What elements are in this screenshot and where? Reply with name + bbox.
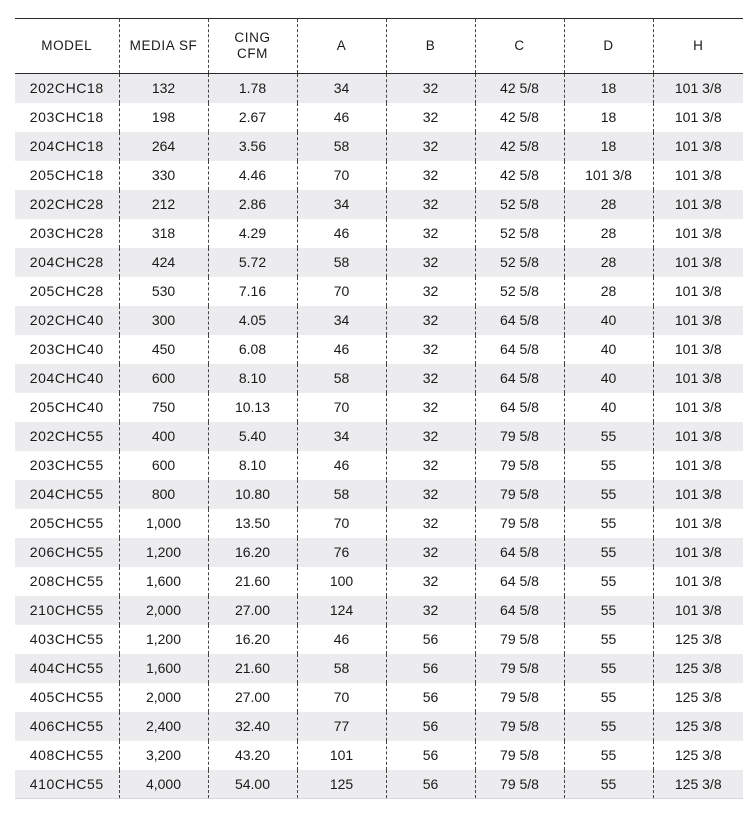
cell-model: 405CHC55 [29, 689, 104, 705]
cell-d: 28 [564, 219, 653, 248]
cell-d: 55 [564, 654, 653, 683]
cell-a: 58 [297, 480, 386, 509]
header-d: D [564, 19, 653, 74]
table-row [15, 741, 743, 770]
cell-b: 56 [386, 625, 475, 654]
cell-d: 28 [564, 248, 653, 277]
cell-h: 101 3/8 [653, 567, 743, 596]
header-h: H [653, 19, 743, 74]
cell-model: 203CHC28 [29, 225, 104, 241]
cell-a: 101 [297, 741, 386, 770]
cell-h: 101 3/8 [653, 103, 743, 132]
cell-model: 205CHC55 [29, 515, 104, 531]
cell-b: 56 [386, 741, 475, 770]
cell-model: 404CHC55 [15, 654, 119, 683]
cell-d: 40 [564, 364, 653, 393]
cell-d: 55 [564, 741, 653, 770]
cell-c: 64 5/8 [475, 306, 564, 335]
cell-a: 34 [297, 306, 386, 335]
cell-h: 101 3/8 [653, 451, 743, 480]
cell-a: 70 [297, 393, 386, 422]
cell-media-sf: 600 [119, 364, 208, 393]
cell-model: 208CHC55 [29, 573, 104, 589]
cell-a: 100 [297, 567, 386, 596]
table-row [15, 480, 743, 509]
cell-b: 32 [386, 480, 475, 509]
cell-cing-cfm: 21.60 [208, 567, 297, 596]
cell-h: 101 3/8 [653, 306, 743, 335]
cell-b: 32 [386, 422, 475, 451]
cell-a: 46 [297, 625, 386, 654]
cell-media-sf: 2,000 [119, 683, 208, 712]
cell-a: 125 [297, 770, 386, 799]
cell-media-sf: 2,000 [119, 596, 208, 625]
table-row [15, 335, 743, 364]
cell-model: 408CHC55 [29, 747, 104, 763]
cell-c: 52 5/8 [475, 190, 564, 219]
cell-d: 40 [564, 335, 653, 364]
cell-d: 55 [564, 538, 653, 567]
cell-a: 34 [297, 74, 386, 103]
cell-d: 55 [564, 596, 653, 625]
table-row [15, 538, 743, 567]
cell-b: 56 [386, 683, 475, 712]
cell-h: 101 3/8 [653, 335, 743, 364]
cell-model: 204CHC40 [15, 364, 119, 393]
cell-a: 58 [297, 132, 386, 161]
cell-h: 101 3/8 [653, 509, 743, 538]
cell-media-sf: 1,200 [119, 538, 208, 567]
cell-media-sf: 1,600 [119, 654, 208, 683]
cell-a: 46 [297, 103, 386, 132]
cell-b: 32 [386, 190, 475, 219]
cell-c: 64 5/8 [475, 596, 564, 625]
cell-a: 46 [297, 335, 386, 364]
cell-d: 55 [564, 509, 653, 538]
cell-model: 202CHC40 [15, 306, 119, 335]
model-specifications-table [15, 18, 743, 799]
cell-a: 34 [297, 190, 386, 219]
cell-model: 204CHC18 [15, 132, 119, 161]
cell-cing-cfm: 32.40 [208, 712, 297, 741]
cell-media-sf: 2,400 [119, 712, 208, 741]
cell-media-sf: 424 [119, 248, 208, 277]
cell-cing-cfm: 21.60 [208, 654, 297, 683]
header-b: B [386, 19, 475, 74]
cell-model: 203CHC55 [29, 457, 104, 473]
cell-h: 101 3/8 [653, 480, 743, 509]
cell-h: 101 3/8 [653, 277, 743, 306]
cell-b: 32 [386, 393, 475, 422]
cell-model: 206CHC55 [15, 538, 119, 567]
cell-model: 202CHC28 [15, 190, 119, 219]
header-media-sf: MEDIA SF [119, 19, 208, 74]
cell-b: 32 [386, 219, 475, 248]
cell-d: 40 [564, 393, 653, 422]
cell-cing-cfm: 5.40 [208, 422, 297, 451]
cell-media-sf: 1,600 [119, 567, 208, 596]
cell-b: 32 [386, 596, 475, 625]
cell-d: 55 [564, 480, 653, 509]
cell-media-sf: 400 [119, 422, 208, 451]
cell-c: 79 5/8 [475, 741, 564, 770]
cell-cing-cfm: 10.80 [208, 480, 297, 509]
cell-h: 101 3/8 [653, 422, 743, 451]
cell-b: 32 [386, 364, 475, 393]
cell-d: 18 [564, 132, 653, 161]
cell-a: 70 [297, 509, 386, 538]
cell-c: 79 5/8 [475, 712, 564, 741]
cell-c: 64 5/8 [475, 335, 564, 364]
table-row [15, 306, 743, 335]
cell-model: 406CHC55 [15, 712, 119, 741]
cell-c: 42 5/8 [475, 103, 564, 132]
cell-c: 64 5/8 [475, 538, 564, 567]
cell-media-sf: 1,000 [119, 509, 208, 538]
cell-media-sf: 132 [119, 74, 208, 103]
cell-media-sf: 600 [119, 451, 208, 480]
cell-c: 79 5/8 [475, 509, 564, 538]
cell-a: 70 [297, 161, 386, 190]
cell-h: 125 3/8 [653, 654, 743, 683]
cell-model: 203CHC40 [29, 341, 104, 357]
cell-media-sf: 198 [119, 103, 208, 132]
cell-model: 204CHC55 [15, 480, 119, 509]
cell-h: 101 3/8 [653, 190, 743, 219]
cell-c: 64 5/8 [475, 364, 564, 393]
cell-h: 125 3/8 [653, 770, 743, 799]
cell-media-sf: 750 [119, 393, 208, 422]
cell-a: 124 [297, 596, 386, 625]
cell-d: 101 3/8 [564, 161, 653, 190]
table-row [15, 654, 743, 683]
cell-h: 101 3/8 [653, 596, 743, 625]
cell-model: 205CHC18 [29, 167, 104, 183]
cell-cing-cfm: 10.13 [208, 393, 297, 422]
table-row [15, 364, 743, 393]
cell-a: 46 [297, 219, 386, 248]
table-row [15, 451, 743, 480]
cell-model: 205CHC40 [29, 399, 104, 415]
cell-b: 32 [386, 132, 475, 161]
cell-d: 55 [564, 770, 653, 799]
cell-b: 56 [386, 712, 475, 741]
cell-cing-cfm: 27.00 [208, 683, 297, 712]
cell-h: 101 3/8 [653, 538, 743, 567]
cell-c: 52 5/8 [475, 277, 564, 306]
cell-cing-cfm: 6.08 [208, 335, 297, 364]
cell-cing-cfm: 2.86 [208, 190, 297, 219]
table-body [15, 74, 743, 799]
cell-b: 32 [386, 161, 475, 190]
cell-c: 79 5/8 [475, 770, 564, 799]
cell-d: 55 [564, 567, 653, 596]
table-row [15, 683, 743, 712]
cell-cing-cfm: 8.10 [208, 364, 297, 393]
cell-cing-cfm: 1.78 [208, 74, 297, 103]
cell-c: 42 5/8 [475, 132, 564, 161]
cell-d: 28 [564, 190, 653, 219]
cell-b: 32 [386, 335, 475, 364]
cell-b: 32 [386, 538, 475, 567]
table-row [15, 596, 743, 625]
cell-c: 79 5/8 [475, 654, 564, 683]
cell-c: 64 5/8 [475, 567, 564, 596]
cell-a: 46 [297, 451, 386, 480]
cell-a: 34 [297, 422, 386, 451]
cell-b: 32 [386, 306, 475, 335]
header-c: C [475, 19, 564, 74]
cell-h: 101 3/8 [653, 161, 743, 190]
cell-c: 79 5/8 [475, 422, 564, 451]
cell-a: 70 [297, 683, 386, 712]
cell-d: 55 [564, 451, 653, 480]
header-cing-cfm: CING CFM [208, 19, 297, 74]
cell-media-sf: 212 [119, 190, 208, 219]
table-row [15, 509, 743, 538]
cell-media-sf: 330 [119, 161, 208, 190]
cell-b: 32 [386, 74, 475, 103]
cell-b: 32 [386, 277, 475, 306]
cell-cing-cfm: 54.00 [208, 770, 297, 799]
cell-b: 32 [386, 509, 475, 538]
cell-model: 204CHC28 [15, 248, 119, 277]
cell-d: 18 [564, 103, 653, 132]
cell-model: 410CHC55 [15, 770, 119, 799]
cell-media-sf: 530 [119, 277, 208, 306]
cell-c: 64 5/8 [475, 393, 564, 422]
cell-model: 202CHC55 [15, 422, 119, 451]
cell-media-sf: 450 [119, 335, 208, 364]
cell-c: 42 5/8 [475, 161, 564, 190]
cell-cing-cfm: 16.20 [208, 538, 297, 567]
cell-cing-cfm: 3.56 [208, 132, 297, 161]
cell-d: 55 [564, 422, 653, 451]
cell-media-sf: 300 [119, 306, 208, 335]
cell-c: 79 5/8 [475, 625, 564, 654]
cell-model: 202CHC18 [15, 74, 119, 103]
table-row [15, 248, 743, 277]
cell-model: 403CHC55 [29, 631, 104, 647]
cell-cing-cfm: 8.10 [208, 451, 297, 480]
table-row [15, 277, 743, 306]
cell-media-sf: 1,200 [119, 625, 208, 654]
cell-d: 28 [564, 277, 653, 306]
cell-a: 58 [297, 654, 386, 683]
table-row [15, 422, 743, 451]
cell-b: 32 [386, 248, 475, 277]
cell-h: 101 3/8 [653, 393, 743, 422]
table-row [15, 567, 743, 596]
cell-h: 125 3/8 [653, 683, 743, 712]
cell-cing-cfm: 4.05 [208, 306, 297, 335]
cell-a: 58 [297, 364, 386, 393]
cell-h: 125 3/8 [653, 741, 743, 770]
table-row [15, 161, 743, 190]
table-row [15, 393, 743, 422]
cell-h: 125 3/8 [653, 625, 743, 654]
cell-media-sf: 4,000 [119, 770, 208, 799]
cell-cing-cfm: 2.67 [208, 103, 297, 132]
cell-cing-cfm: 4.46 [208, 161, 297, 190]
cell-media-sf: 264 [119, 132, 208, 161]
cell-a: 58 [297, 248, 386, 277]
cell-c: 52 5/8 [475, 248, 564, 277]
cell-model: 203CHC18 [29, 109, 104, 125]
cell-d: 18 [564, 74, 653, 103]
cell-b: 56 [386, 654, 475, 683]
cell-d: 40 [564, 306, 653, 335]
table-row [15, 190, 743, 219]
cell-media-sf: 3,200 [119, 741, 208, 770]
cell-h: 125 3/8 [653, 712, 743, 741]
header-model: MODEL [15, 19, 119, 74]
table-row [15, 219, 743, 248]
table-row [15, 74, 743, 103]
cell-c: 42 5/8 [475, 74, 564, 103]
table-row [15, 625, 743, 654]
table-row [15, 770, 743, 799]
cell-b: 56 [386, 770, 475, 799]
cell-cing-cfm: 7.16 [208, 277, 297, 306]
header-a: A [297, 19, 386, 74]
cell-h: 101 3/8 [653, 132, 743, 161]
table-row [15, 103, 743, 132]
cell-h: 101 3/8 [653, 219, 743, 248]
cell-b: 32 [386, 567, 475, 596]
cell-b: 32 [386, 451, 475, 480]
cell-h: 101 3/8 [653, 74, 743, 103]
cell-c: 79 5/8 [475, 480, 564, 509]
cell-d: 55 [564, 683, 653, 712]
table-row [15, 132, 743, 161]
cell-media-sf: 318 [119, 219, 208, 248]
cell-cing-cfm: 27.00 [208, 596, 297, 625]
cell-d: 55 [564, 712, 653, 741]
cell-model: 205CHC28 [29, 283, 104, 299]
cell-c: 52 5/8 [475, 219, 564, 248]
cell-h: 101 3/8 [653, 364, 743, 393]
cell-cing-cfm: 16.20 [208, 625, 297, 654]
header-row [15, 19, 743, 74]
cell-a: 76 [297, 538, 386, 567]
spec-table-container [15, 18, 743, 799]
cell-c: 79 5/8 [475, 683, 564, 712]
cell-b: 32 [386, 103, 475, 132]
cell-media-sf: 800 [119, 480, 208, 509]
cell-a: 77 [297, 712, 386, 741]
table-row [15, 712, 743, 741]
cell-cing-cfm: 5.72 [208, 248, 297, 277]
cell-a: 70 [297, 277, 386, 306]
cell-d: 55 [564, 625, 653, 654]
cell-h: 101 3/8 [653, 248, 743, 277]
cell-model: 210CHC55 [15, 596, 119, 625]
cell-cing-cfm: 43.20 [208, 741, 297, 770]
cell-cing-cfm: 4.29 [208, 219, 297, 248]
cell-cing-cfm: 13.50 [208, 509, 297, 538]
cell-c: 79 5/8 [475, 451, 564, 480]
